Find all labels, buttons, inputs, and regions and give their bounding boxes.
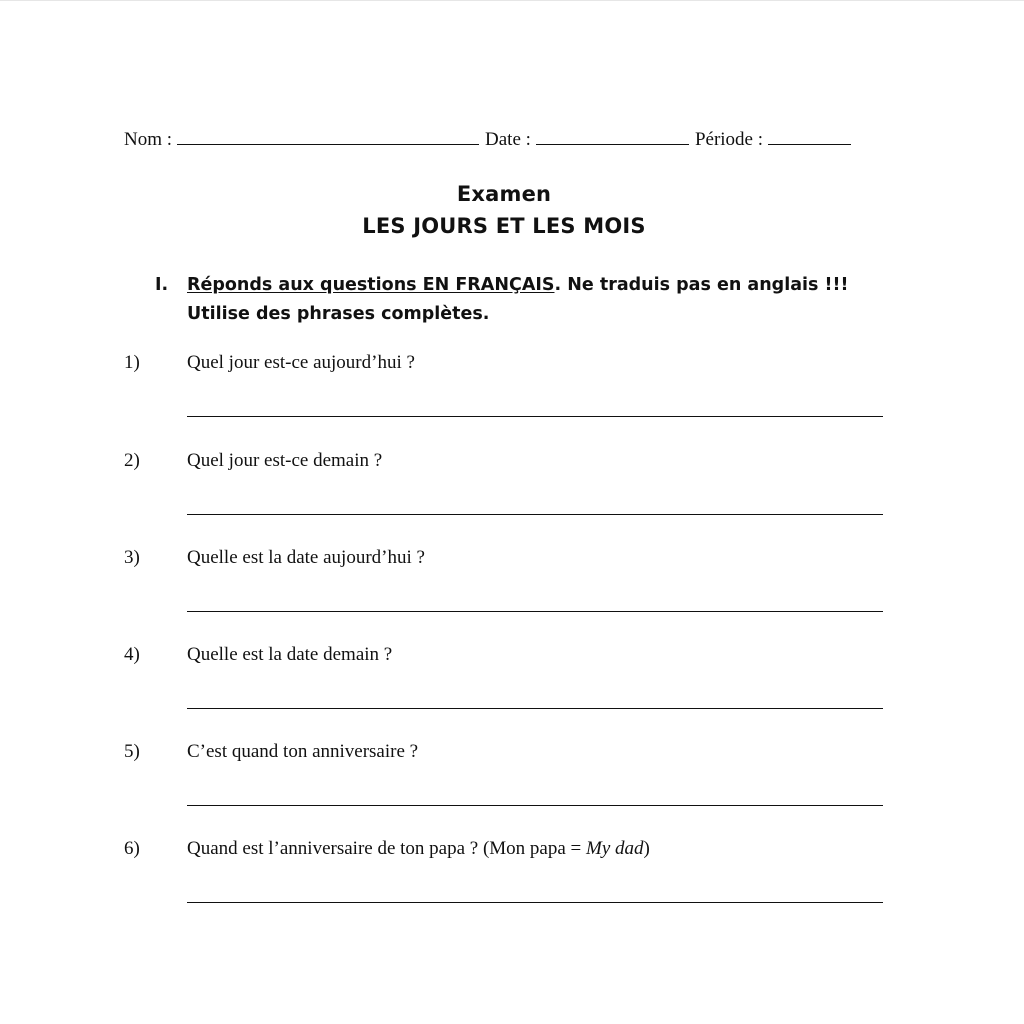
answer-line[interactable] — [187, 611, 883, 612]
question-number: 6) — [124, 838, 140, 859]
question-text-suffix: ) — [643, 838, 650, 859]
name-label: Nom : — [124, 129, 173, 150]
instructions-body — [187, 271, 848, 329]
answer-line[interactable] — [187, 902, 883, 903]
question-number: 5) — [124, 741, 140, 762]
instructions-underlined: Réponds aux questions EN FRANÇAIS — [187, 275, 555, 295]
answer-line[interactable] — [187, 708, 883, 709]
question-text: Quel jour est-ce demain ? — [187, 450, 383, 471]
name-blank-line[interactable] — [177, 130, 479, 145]
question-text: Quelle est la date demain ? — [187, 644, 393, 665]
question-text-main: Quand est l’anniversaire de ton papa ? (Mon papa = — [187, 838, 587, 859]
question-text — [187, 838, 650, 860]
question-text: C’est quand ton anniversaire ? — [187, 741, 419, 762]
question-number: 1) — [124, 352, 140, 373]
instructions-line-2: Utilise des phrases complètes. — [187, 304, 490, 324]
student-info-header — [124, 129, 857, 151]
section-number: I. — [155, 275, 169, 295]
exam-title: Examen — [456, 182, 552, 206]
exam-subtitle: LES JOURS ET LES MOIS — [362, 214, 646, 238]
answer-line[interactable] — [187, 416, 883, 417]
date-label: Date : — [485, 129, 531, 150]
question-text: Quelle est la date aujourd’hui ? — [187, 547, 425, 568]
question-number: 2) — [124, 450, 140, 471]
period-label: Période : — [694, 129, 764, 150]
period-blank-line[interactable] — [768, 130, 851, 145]
question-number: 3) — [124, 547, 140, 568]
instructions-rest: . Ne traduis pas en anglais !!! — [554, 275, 849, 295]
question-text: Quel jour est-ce aujourd’hui ? — [187, 352, 415, 373]
date-blank-line[interactable] — [536, 130, 689, 145]
question-number: 4) — [124, 644, 140, 665]
instructions-line-1 — [187, 271, 848, 300]
answer-line[interactable] — [187, 514, 883, 515]
question-text-italic: My dad — [586, 838, 644, 859]
answer-line[interactable] — [187, 805, 883, 806]
